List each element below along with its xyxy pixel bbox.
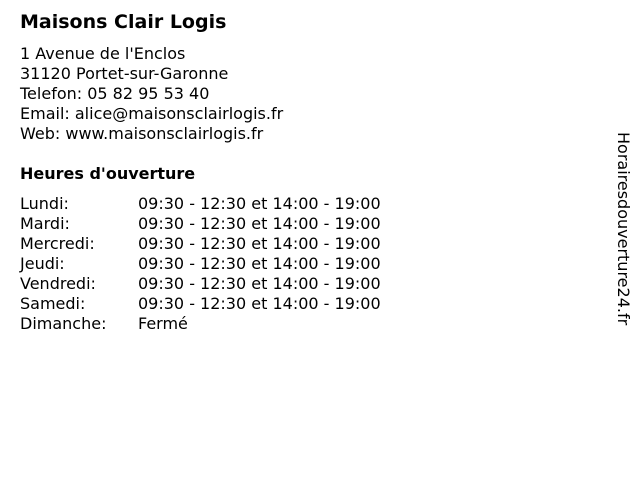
hours-value: 09:30 - 12:30 et 14:00 - 19:00 [138, 274, 381, 293]
hours-value: Fermé [138, 314, 188, 333]
hours-value: 09:30 - 12:30 et 14:00 - 19:00 [138, 294, 381, 313]
website-address: Web: www.maisonsclairlogis.fr [20, 124, 264, 143]
hours-heading: Heures d'ouverture [20, 164, 196, 183]
day-label: Mardi: [20, 214, 70, 233]
address-street: 1 Avenue de l'Enclos [20, 44, 186, 63]
day-label: Vendredi: [20, 274, 96, 293]
day-label: Mercredi: [20, 234, 95, 253]
site-brand-text: Horairesdouverture24.fr [614, 132, 633, 326]
email-address: Email: alice@maisonsclairlogis.fr [20, 104, 284, 123]
hours-value: 09:30 - 12:30 et 14:00 - 19:00 [138, 234, 381, 253]
phone-number: Telefon: 05 82 95 53 40 [20, 84, 210, 103]
day-label: Samedi: [20, 294, 86, 313]
day-label: Jeudi: [20, 254, 65, 273]
address-city: 31120 Portet-sur-Garonne [20, 64, 229, 83]
hours-value: 09:30 - 12:30 et 14:00 - 19:00 [138, 214, 381, 233]
business-name: Maisons Clair Logis [20, 11, 227, 33]
contact-block [20, 44, 283, 144]
hours-value: 09:30 - 12:30 et 14:00 - 19:00 [138, 254, 381, 273]
day-label: Dimanche: [20, 314, 107, 333]
day-label: Lundi: [20, 194, 69, 213]
site-brand-vertical [611, 132, 635, 372]
hours-value: 09:30 - 12:30 et 14:00 - 19:00 [138, 194, 381, 213]
